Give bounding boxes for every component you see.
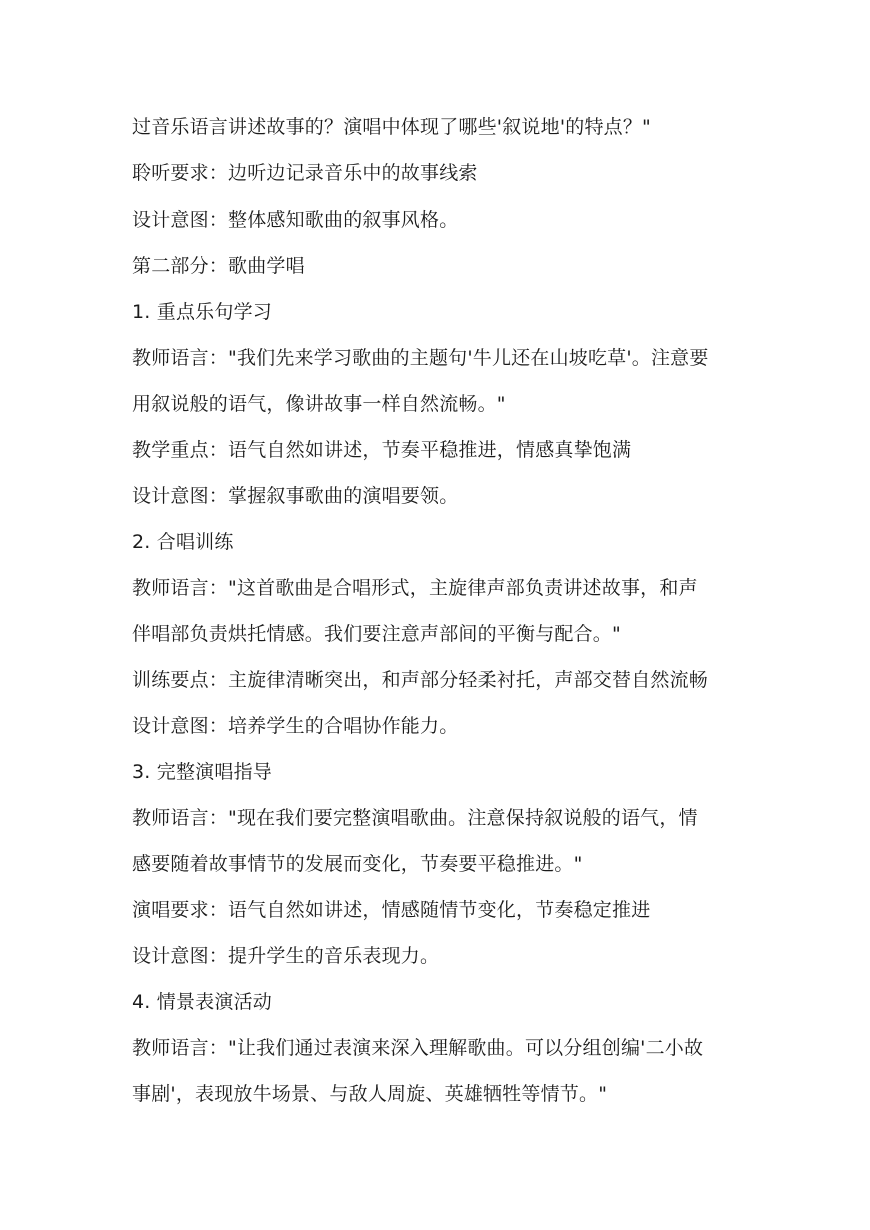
text-line: 事剧'，表现放牛场景、与敌人周旋、英雄牺牲等情节。" xyxy=(132,1083,608,1105)
text-line: 设计意图：提升学生的音乐表现力。 xyxy=(132,945,440,967)
text-line: 聆听要求：边听边记录音乐中的故事线索 xyxy=(132,162,478,184)
subsection-heading: 2. 合唱训练 xyxy=(132,531,234,553)
text-line: 教师语言："我们先来学习歌曲的主题句'牛儿还在山坡吃草'。注意要 xyxy=(132,347,709,369)
subsection-heading: 4. 情景表演活动 xyxy=(132,991,272,1013)
text-line: 过音乐语言讲述故事的？演唱中体现了哪些'叙说地'的特点？" xyxy=(132,116,651,138)
text-line: 感要随着故事情节的发展而变化，节奏要平稳推进。" xyxy=(132,853,583,875)
text-line: 用叙说般的语气，像讲故事一样自然流畅。" xyxy=(132,393,506,415)
subsection-heading: 3. 完整演唱指导 xyxy=(132,761,272,783)
text-line: 伴唱部负责烘托情感。我们要注意声部间的平衡与配合。" xyxy=(132,623,621,645)
text-line: 训练要点：主旋律清晰突出，和声部分轻柔衬托，声部交替自然流畅 xyxy=(132,669,709,691)
text-line: 教师语言："现在我们要完整演唱歌曲。注意保持叙说般的语气，情 xyxy=(132,807,698,829)
text-line: 教师语言："这首歌曲是合唱形式，主旋律声部负责讲述故事，和声 xyxy=(132,577,698,599)
text-line: 教学重点：语气自然如讲述，节奏平稳推进，情感真挚饱满 xyxy=(132,439,632,461)
text-line: 设计意图：掌握叙事歌曲的演唱要领。 xyxy=(132,485,459,507)
text-line: 演唱要求：语气自然如讲述，情感随情节变化，节奏稳定推进 xyxy=(132,899,651,921)
subsection-heading: 1. 重点乐句学习 xyxy=(132,301,272,323)
text-line: 教师语言："让我们通过表演来深入理解歌曲。可以分组创编'二小故 xyxy=(132,1037,704,1059)
text-line: 设计意图：培养学生的合唱协作能力。 xyxy=(132,715,459,737)
section-heading: 第二部分：歌曲学唱 xyxy=(132,255,305,277)
text-line: 设计意图：整体感知歌曲的叙事风格。 xyxy=(132,209,459,231)
